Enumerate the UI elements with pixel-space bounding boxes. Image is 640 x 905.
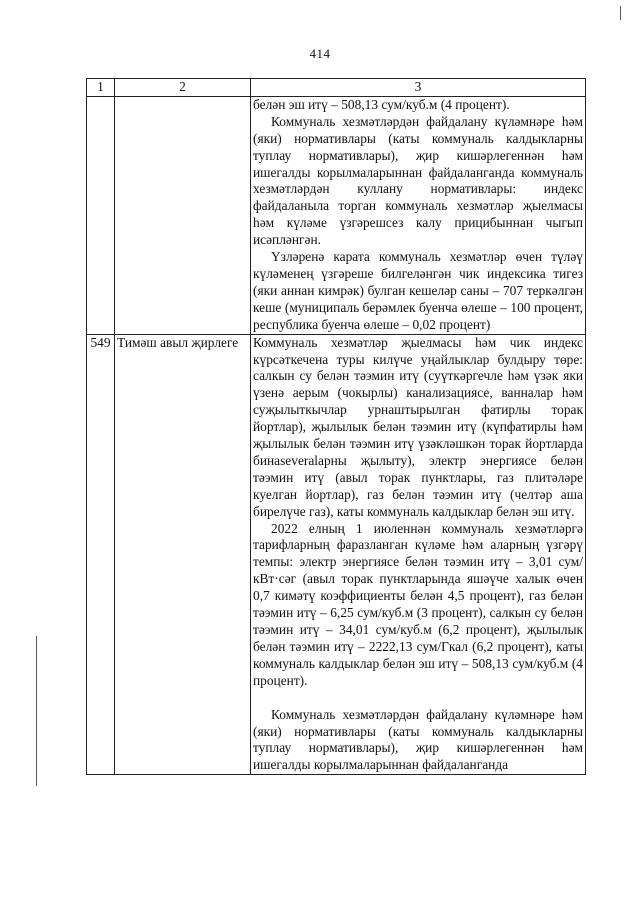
settlement-name-cell xyxy=(115,96,251,334)
paragraph: Коммуналь хезмәтләр җыелмасы һәм чик индекс күрсәткечена туры килүче уңайлыклар булдыру төре: салкын су белән тәэмин итү (суүткәргечле һәм үзәк яки үзенә аерым (чокырлы) канализациясе, ванналар һәм суҗылыткычлар урнаштырылган фатирлы торак йортлар), җылылык белән тәэмин итү (күпфатирлы һәм җылылык белән тәэмин итү үзәкләшкән торак йортларда бинаseveralарны җылыту), электр энергиясе белән тәэмин итү (авыл торак пунктлары, газ плитәләре куелган йортлар), газ белән тәэмин итү (челтәр аша бирелүче газ), каты коммуналь калдыклар белән эш итү. xyxy=(253,334,583,519)
paragraph: 2022 елның 1 июленнән коммуналь хезмәтләргә тарифларның фаразланган күләме һәм аларның үзгәрү темпы: электр энергиясе белән тәэмин итү – 3,01 сум/кВт·сәг (авыл торак пунктларында яшәүче халык өчен 0,7 кимәтү коэффициенты белән 4,5 процент), газ белән тәэмин итү – 6,25 сум/куб.м (3 процент), салкын су белән тәэмин итү – 34,01 сум/куб.м (6,2 процент), җылылык белән тәэмин итү – 2222,13 сум/Гкал (6,2 процент), каты коммуналь калдыклар белән эш итү – 508,13 сум/куб.м (4 процент). xyxy=(253,520,583,688)
table-row xyxy=(87,334,586,775)
paragraph: Үзләренә карата коммуналь хезмәтләр өчен түләү күләменең үзгәреше билгеләнгән чик индексика тигез (яки аннан кимрәк) булган кешеләр саны – 707 теркәлгән кеше (муниципаль берәмлек буенча өлеше – 100 процент, республика буенча өлеше – 0,02 процент) xyxy=(253,249,583,332)
paragraph: Коммуналь хезмәтләрдән файдалану күләмнәре һәм (яки) нормативлары (каты коммуналь калдыкларны туплау нормативлары), җир кишәрлегеннән һәм ишегалды корылмаларыннан файдаланганда коммуналь хезмәтләрдән куллану нормативлары: индекс файдаланыла торган коммуналь хезмәтләр җыелмасы һәм күләме үзгәрешсез калу прицибыннан чыгып исәпләнгән. xyxy=(253,113,583,248)
column-header: 2 xyxy=(115,79,251,97)
column-header: 1 xyxy=(87,79,115,97)
scan-edge-mark xyxy=(36,636,37,786)
paragraph: Коммуналь хезмәтләрдән файдалану күләмнәре һәм (яки) нормативлары (каты коммуналь калдыкларны туплау нормативлары), җир кишәрлегеннән һәм ишегалды корылмаларыннан файдаланганда xyxy=(253,706,583,773)
settlement-name-cell: Тимәш авыл җирлеге xyxy=(115,334,251,775)
column-header: 3 xyxy=(251,79,586,97)
document-table xyxy=(86,78,586,775)
scan-edge-mark xyxy=(620,6,621,20)
page-number: 414 xyxy=(309,46,331,61)
paragraph: белән эш итү – 508,13 сум/куб.м (4 процент). xyxy=(253,96,510,112)
table-row xyxy=(87,96,586,334)
description-cell xyxy=(251,334,586,775)
row-number-cell xyxy=(87,96,115,334)
row-number-cell: 549 xyxy=(87,334,115,775)
description-cell xyxy=(251,96,586,334)
table-header-row xyxy=(87,79,586,97)
